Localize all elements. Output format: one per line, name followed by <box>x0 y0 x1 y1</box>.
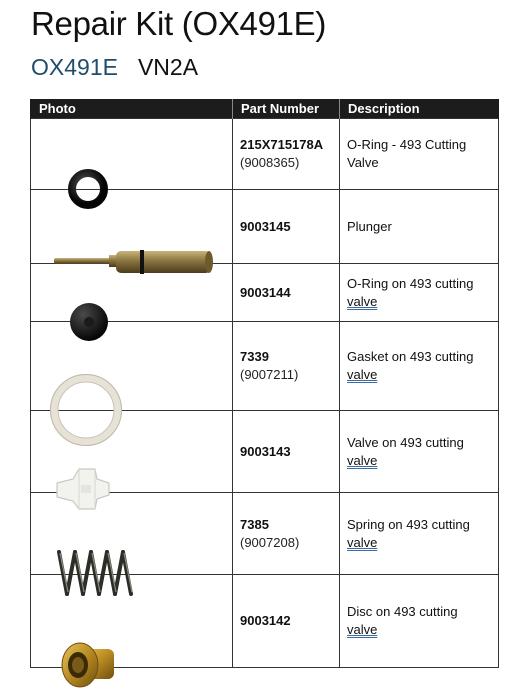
part-number-cell <box>233 119 340 190</box>
page-title: Repair Kit (OX491E) <box>31 5 327 42</box>
part-number-cell <box>233 322 340 411</box>
description-link[interactable]: valve <box>347 452 378 468</box>
description-cell <box>340 119 499 190</box>
table-row <box>31 264 499 322</box>
part-number: 9003144 <box>240 284 291 300</box>
photo-cell <box>31 264 233 322</box>
description-text: Gasket on 493 cutting <box>347 349 474 364</box>
table-row <box>31 411 499 493</box>
description-cell <box>340 190 499 264</box>
description-link[interactable]: valve <box>347 534 378 550</box>
product-code: OX491E <box>31 54 118 80</box>
description-text: Spring on 493 cutting <box>347 516 470 532</box>
description-cell <box>340 322 499 411</box>
description-cell <box>340 575 499 668</box>
description-cell <box>340 411 499 493</box>
table-row <box>31 575 499 668</box>
description-cell <box>340 493 499 575</box>
parts-table <box>30 99 499 668</box>
part-number-cell <box>233 493 340 575</box>
part-number: 9003142 <box>240 613 291 628</box>
description-text: O-Ring on 493 cutting <box>347 275 474 291</box>
table-row <box>31 190 499 264</box>
description-link[interactable]: valve <box>347 367 378 382</box>
table-row <box>31 322 499 411</box>
part-number: 9003145 <box>240 218 291 234</box>
part-number: 9003143 <box>240 443 291 459</box>
photo-cell <box>31 119 233 190</box>
part-number-cell <box>233 264 340 322</box>
table-row <box>31 493 499 575</box>
photo-cell <box>31 322 233 411</box>
description-cell <box>340 264 499 322</box>
alt-part-number: (9008365) <box>240 155 300 170</box>
description-text: O-Ring - 493 Cutting <box>347 137 467 152</box>
table-header-row <box>31 99 499 119</box>
model-code: VN2A <box>137 54 199 80</box>
alt-part-number: (9007211) <box>240 367 299 382</box>
description-link[interactable]: valve <box>347 293 378 309</box>
description-link[interactable]: valve <box>347 622 378 637</box>
part-number: 215X715178A <box>240 137 324 152</box>
description-text: Valve on 493 cutting <box>347 434 464 450</box>
part-number-cell <box>233 190 340 264</box>
photo-cell <box>31 411 233 493</box>
table-row <box>31 119 499 190</box>
description-text: Disc on 493 cutting <box>347 604 458 619</box>
photo-cell <box>31 575 233 668</box>
part-number-cell <box>233 575 340 668</box>
part-number: 7385 <box>240 516 269 532</box>
photo-cell <box>31 190 233 264</box>
description-text: Plunger <box>347 218 392 234</box>
part-number-cell <box>233 411 340 493</box>
description-text-cont: Valve <box>347 155 379 170</box>
header-part-number: Part Number <box>233 99 340 119</box>
brass-disc-icon <box>58 635 122 697</box>
alt-part-number: (9007208) <box>240 534 300 550</box>
header-photo: Photo <box>31 99 233 119</box>
subtitle <box>31 52 198 82</box>
header-description: Description <box>340 99 499 119</box>
part-number: 7339 <box>240 349 269 364</box>
photo-cell <box>31 493 233 575</box>
